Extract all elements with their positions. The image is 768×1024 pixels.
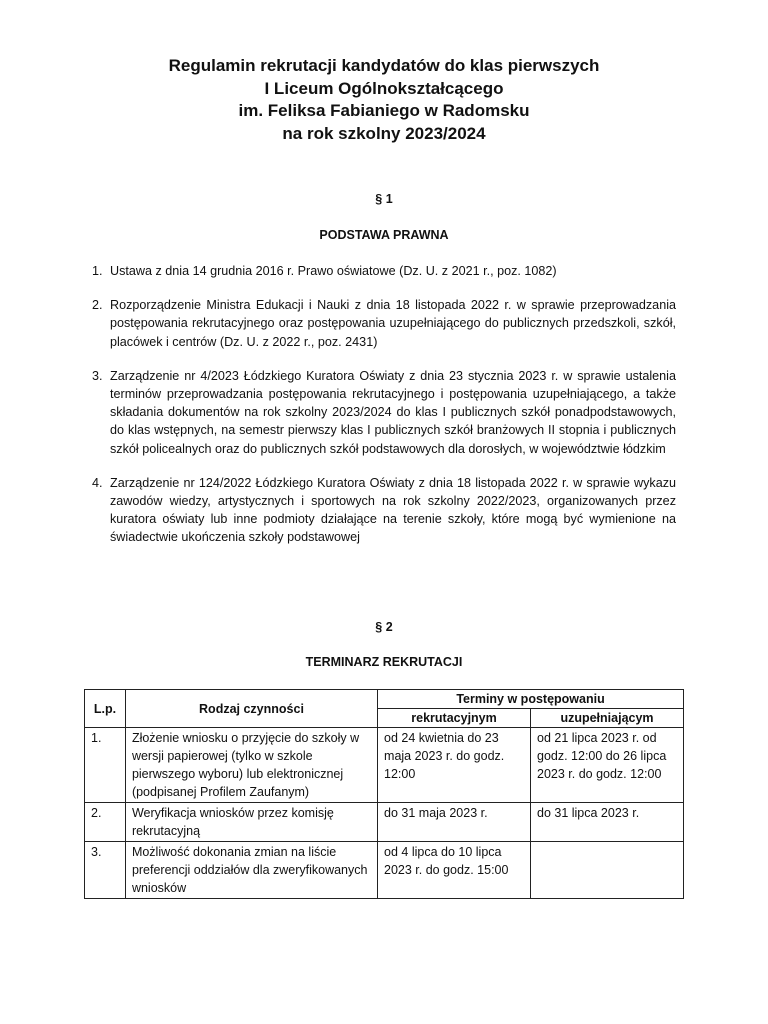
header-terms: Terminy w postępowaniu (378, 690, 684, 709)
table-row (85, 803, 684, 842)
title-line-2: I Liceum Ogólnokształcącego (264, 78, 504, 98)
cell-uzupelniajace: do 31 lipca 2023 r. (531, 803, 684, 842)
legal-basis-list (92, 262, 676, 547)
cell-lp: 2. (85, 803, 126, 842)
list-item-text: Ustawa z dnia 14 grudnia 2016 r. Prawo oświatowe (Dz. U. z 2021 r., poz. 1082) (110, 264, 557, 278)
cell-lp: 3. (85, 842, 126, 899)
cell-activity: Złożenie wniosku o przyjęcie do szkoły w wersji papierowej (tylko w szkole pierwszego wyboru) lub elektronicznej (podpisanej Profilem Zaufanym) (125, 728, 377, 803)
recruitment-schedule-table (84, 689, 684, 899)
header-activity: Rodzaj czynności (125, 690, 377, 728)
header-lp: L.p. (85, 690, 126, 728)
section-1-number: § 1 (375, 192, 393, 206)
cell-lp: 1. (85, 728, 126, 803)
cell-uzupelniajace (531, 842, 684, 899)
cell-activity: Weryfikacja wniosków przez komisję rekrutacyjną (125, 803, 377, 842)
list-item: 4. Zarządzenie nr 124/2022 Łódzkiego Kuratora Oświaty z dnia 18 listopada 2022 r. w sprawie wykazu zawodów wiedzy, artystycznych i sportowych na rok szkolny 2022/2023, organizowanych przez kuratora oświaty lub inne podmioty działające na terenie szkoły, które mogą być wymienione na świadectwie ukończenia szkoły podstawowej (92, 475, 676, 545)
title-line-1: Regulamin rekrutacji kandydatów do klas pierwszych (168, 56, 600, 75)
document-title (84, 55, 684, 145)
cell-rekrutacyjne: do 31 maja 2023 r. (378, 803, 531, 842)
cell-uzupelniajace: od 21 lipca 2023 r. od godz. 12:00 do 26 lipca 2023 r. do godz. 12:00 (531, 728, 684, 803)
title-line-4: na rok szkolny 2023/2024 (282, 123, 486, 143)
cell-activity: Możliwość dokonania zmian na liście preferencji oddziałów dla zweryfikowanych wniosków (125, 842, 377, 899)
section-2-number: § 2 (375, 620, 393, 634)
header-rekrutacyjnym: rekrutacyjnym (378, 709, 531, 728)
list-item: 1. Ustawa z dnia 14 grudnia 2016 r. Prawo oświatowe (Dz. U. z 2021 r., poz. 1082) (92, 264, 557, 278)
cell-rekrutacyjne: od 4 lipca do 10 lipca 2023 r. do godz. 15:00 (378, 842, 531, 899)
title-line-3: im. Feliksa Fabianiego w Radomsku (238, 101, 530, 120)
header-uzupelniajacym: uzupełniającym (531, 709, 684, 728)
section-1-heading: PODSTAWA PRAWNA (319, 228, 449, 242)
section-2-heading: TERMINARZ REKRUTACJI (305, 655, 463, 669)
list-item: 2. Rozporządzenie Ministra Edukacji i Nauki z dnia 18 listopada 2022 r. w sprawie przeprowadzania postępowania rekrutacyjnego oraz postępowania uzupełniającego do publicznych przedszkoli, szkół, placówek i centrów (Dz. U. z 2022 r., poz. 2431) (92, 298, 676, 349)
table-row (85, 842, 684, 899)
list-item-text: Zarządzenie nr 4/2023 Łódzkiego Kuratora Oświaty z dnia 23 stycznia 2023 r. w sprawie ustalenia terminów przeprowadzania postępowania rekrutacyjnego i postępowania uzupełniającego, a także składania dokumentów na rok szkolny 2023/2024 do klas I publicznych szkół ponadpodstawowych, do klas wstępnych, na semestr pierwszy klas I publicznych szkół branżowych II stopnia i publicznych szkół policealnych oraz do publicznych szkół podstawowych dla dorosłych, w województwie łódzkim (110, 368, 676, 456)
table-row (85, 728, 684, 803)
list-item-text: Rozporządzenie Ministra Edukacji i Nauki z dnia 18 listopada 2022 r. w sprawie przeprowadzania postępowania rekrutacyjnego oraz postępowania uzupełniającego do publicznych przedszkoli, szkół, placówek i centrów (Dz. U. z 2022 r., poz. 2431) (110, 298, 676, 349)
list-item: 3. Zarządzenie nr 4/2023 Łódzkiego Kuratora Oświaty z dnia 23 stycznia 2023 r. w sprawie ustalenia terminów przeprowadzania postępowania rekrutacyjnego i postępowania uzupełniającego, a także składania dokumentów na rok szkolny 2023/2024 do klas I publicznych szkół ponadpodstawowych, do klas wstępnych, na semestr pierwszy klas I publicznych szkół branżowych II stopnia i publicznych szkół policealnych oraz do publicznych szkół podstawowych dla dorosłych, w województwie łódzkim (92, 368, 676, 456)
cell-rekrutacyjne: od 24 kwietnia do 23 maja 2023 r. do godz. 12:00 (378, 728, 531, 803)
list-item-text: Zarządzenie nr 124/2022 Łódzkiego Kuratora Oświaty z dnia 18 listopada 2022 r. w sprawie wykazu zawodów wiedzy, artystycznych i sportowych na rok szkolny 2022/2023, organizowanych przez kuratora oświaty lub inne podmioty działające na terenie szkoły, które mogą być wymienione na świadectwie ukończenia szkoły podstawowej (110, 475, 676, 545)
